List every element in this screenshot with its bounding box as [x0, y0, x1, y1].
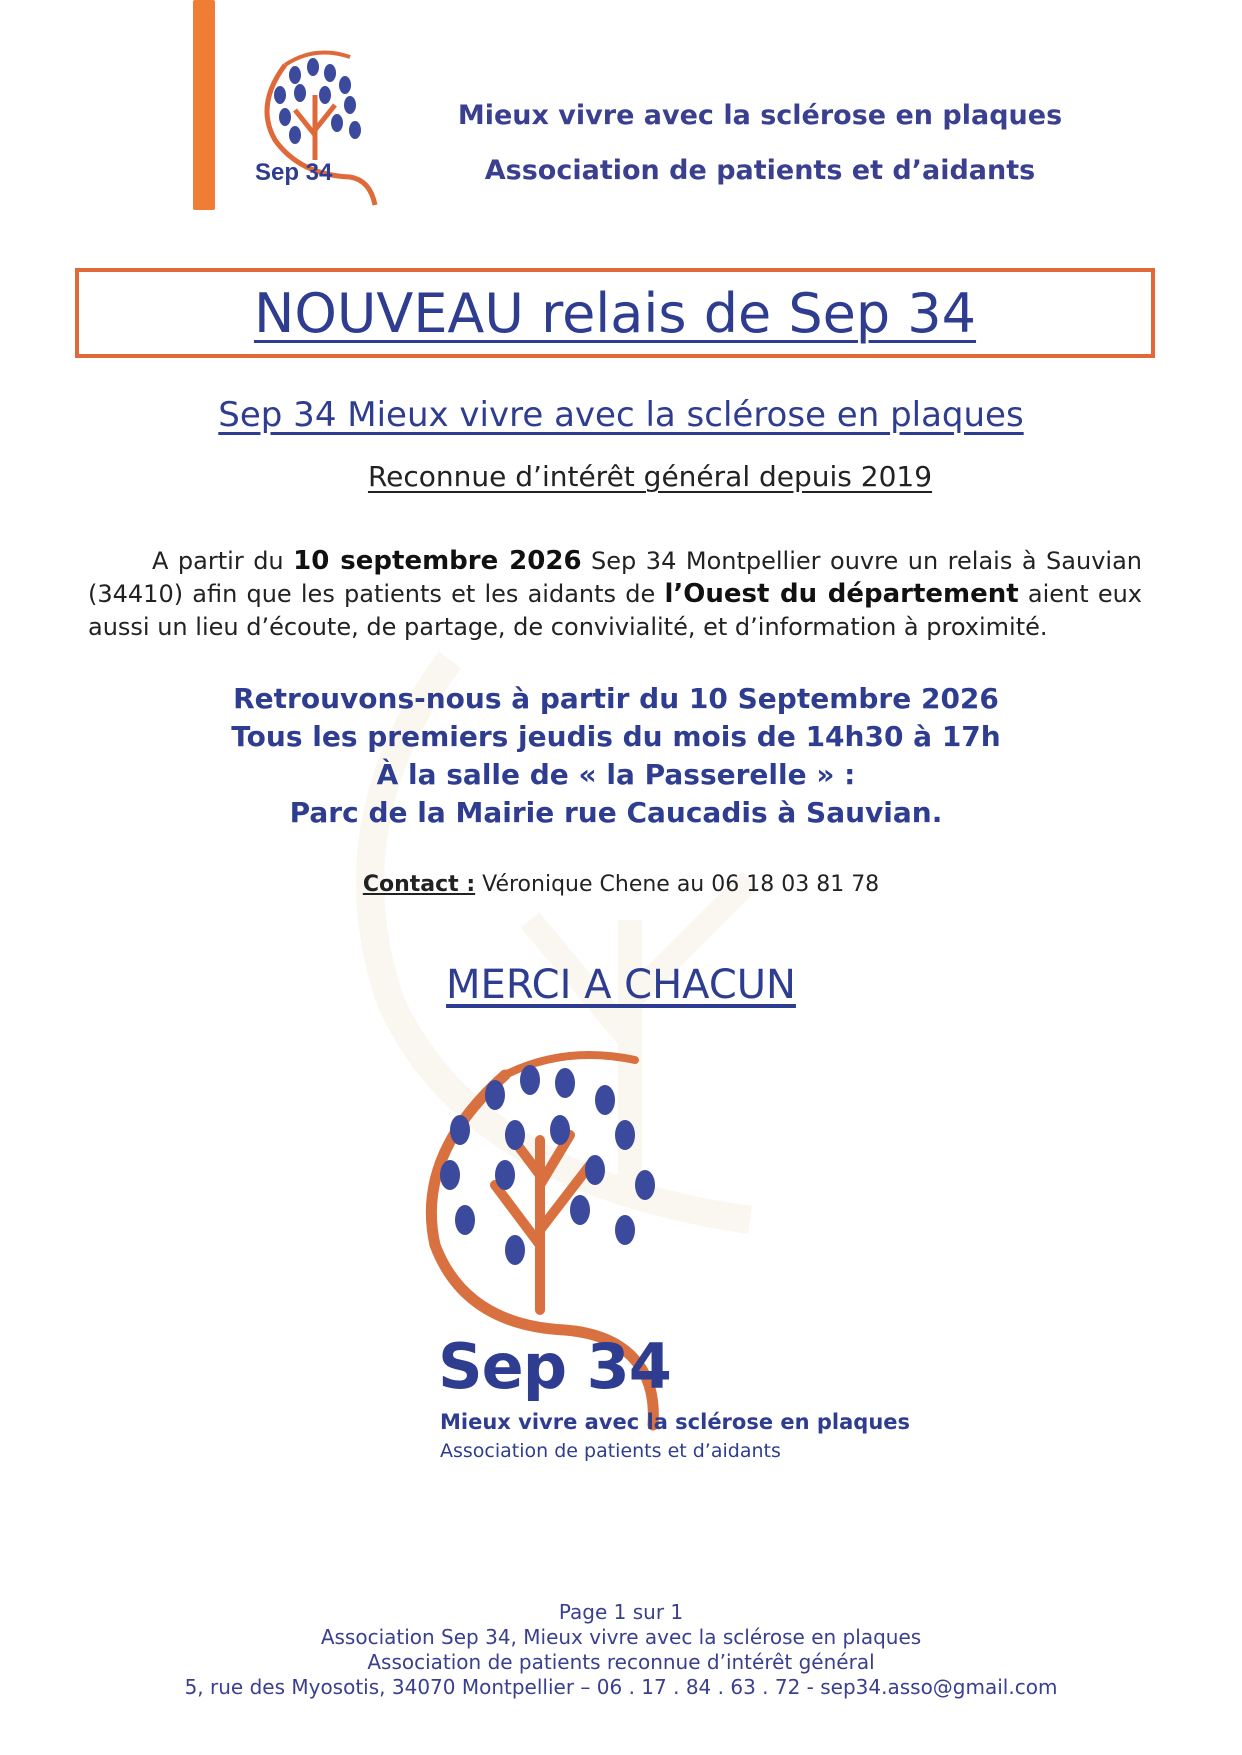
region: l’Ouest du département	[664, 579, 1019, 609]
title-box	[75, 268, 1155, 358]
recognition-line: Reconnue d’intérêt général depuis 2019	[367, 460, 933, 493]
meeting-line: À la salle de « la Passerelle » :	[376, 758, 856, 791]
header-tagline: Mieux vivre avec la sclérose en plaques	[457, 100, 1063, 131]
contact-label: Contact :	[362, 872, 476, 897]
footer-address: 5, rue des Myosotis, 34070 Montpellier – 06 . 17 . 84 . 63 . 72 - sep34.asso@gmail.com	[184, 1675, 1058, 1699]
intro-paragraph: A partir du 10 septembre 2026 Sep 34 Montpellier ouvre un relais à Sauvian (34410) afin que les patients et les aidants de l’Ouest du département aient eux aussi un lieu d’écoute, de partage, de convivialité, et d’information à proximité.	[88, 546, 1143, 641]
header-subtagline: Association de patients et d’aidants	[484, 155, 1036, 186]
meeting-line: Tous les premiers jeudis du mois de 14h30 à 17h	[231, 720, 1001, 753]
page-number: Page 1 sur 1	[558, 1600, 684, 1624]
start-date: 10 septembre 2026	[293, 546, 582, 576]
subtitle: Sep 34 Mieux vivre avec la sclérose en plaques	[218, 395, 1024, 435]
sep34-header-logo	[255, 45, 415, 210]
meeting-line: Retrouvons-nous à partir du 10 Septembre 2026	[233, 682, 999, 715]
contact-line	[0, 872, 1242, 897]
contact-value: Véronique Chene au 06 18 03 81 78	[475, 872, 880, 897]
footer-line: Association de patients reconnue d’intérêt général	[367, 1650, 875, 1674]
page-title: NOUVEAU relais de Sep 34	[253, 281, 977, 345]
thanks-heading: MERCI A CHACUN	[446, 962, 796, 1008]
header-accent-bar	[193, 0, 215, 210]
header-logo-text: Sep 34	[255, 159, 333, 186]
main-logo-subtagline: Association de patients et d’aidants	[440, 1440, 781, 1462]
page-footer	[0, 1600, 1242, 1700]
meeting-info	[0, 680, 1242, 832]
main-logo-name: Sep 34	[438, 1330, 671, 1403]
main-logo-tagline: Mieux vivre avec la sclérose en plaques	[440, 1410, 911, 1434]
footer-line: Association Sep 34, Mieux vivre avec la sclérose en plaques	[320, 1625, 922, 1649]
meeting-line: Parc de la Mairie rue Caucadis à Sauvian.	[289, 796, 943, 829]
